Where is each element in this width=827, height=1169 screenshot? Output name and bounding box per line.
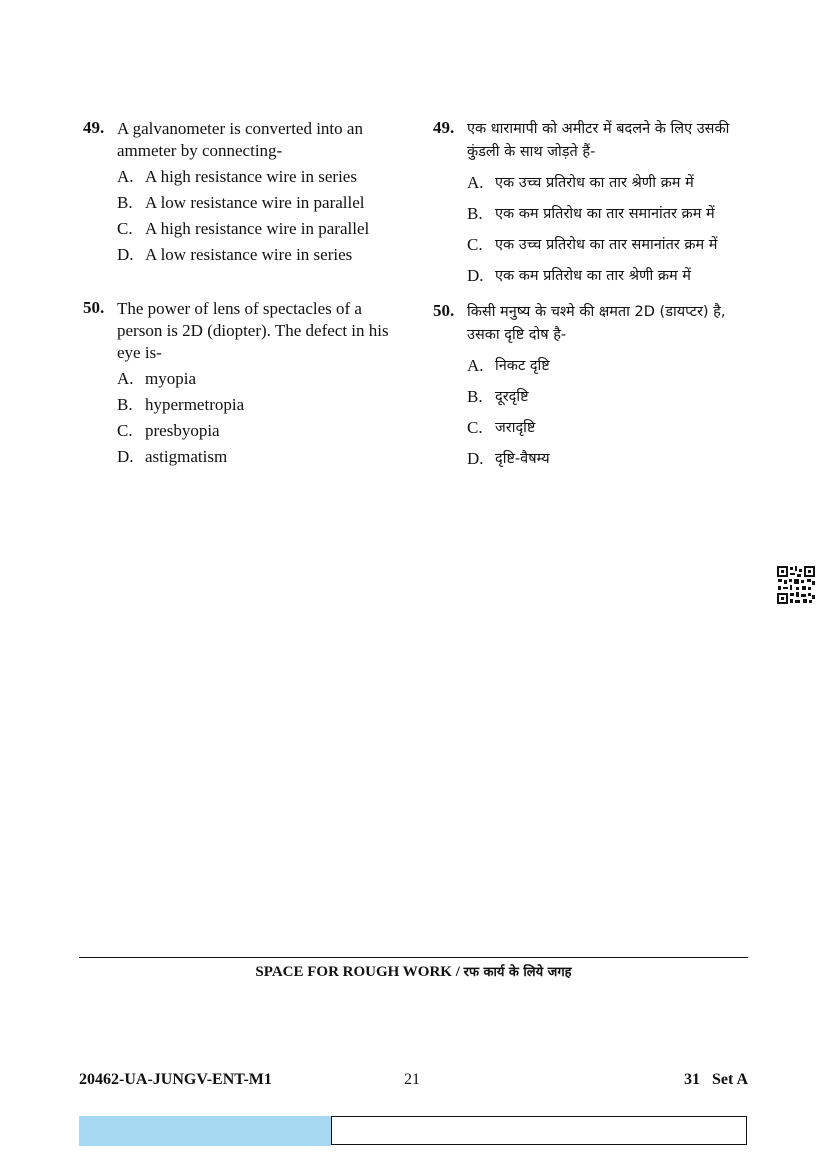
option-label: C.: [467, 235, 483, 254]
option-label: A.: [117, 369, 134, 388]
option-label: D.: [467, 449, 484, 468]
option-label: D.: [467, 266, 484, 285]
option-text: A low resistance wire in parallel: [145, 193, 365, 212]
question-49-hi: [433, 118, 753, 287]
option-label: A.: [467, 356, 484, 375]
option-label: B.: [467, 387, 483, 406]
question-number: 50.: [83, 298, 105, 317]
english-column: [83, 118, 398, 472]
rough-work-label-hi: रफ कार्य के लिये जगह: [463, 965, 572, 980]
rough-work-label-en: SPACE FOR ROUGH WORK /: [255, 964, 460, 980]
option-c: [117, 218, 398, 240]
options-list: [117, 166, 398, 266]
option-label: C.: [117, 219, 133, 238]
option-text: एक कम प्रतिरोध का तार श्रेणी क्रम में: [495, 268, 691, 284]
option-label: C.: [467, 418, 483, 437]
option-text: एक उच्च प्रतिरोध का तार समानांतर क्रम में: [495, 237, 718, 253]
option-text: दूरदृष्टि: [495, 389, 529, 405]
option-a: [467, 172, 753, 194]
option-label: B.: [467, 204, 483, 223]
option-text: A low resistance wire in series: [145, 245, 353, 264]
option-text: A high resistance wire in series: [145, 167, 357, 186]
option-label: D.: [117, 447, 134, 466]
option-d: [117, 244, 398, 266]
option-a: [117, 166, 398, 188]
question-number: 49.: [83, 118, 105, 137]
option-label: A.: [467, 173, 484, 192]
set-label: 31 Set A: [684, 1071, 748, 1088]
option-text: निकट दृष्टि: [495, 358, 550, 374]
option-c: [117, 420, 398, 442]
option-text: hypermetropia: [145, 395, 245, 414]
page-number: 21: [404, 1071, 420, 1088]
question-50-hi: [433, 301, 753, 470]
rough-work-label: [79, 962, 748, 981]
option-b: [467, 203, 753, 225]
footer-box: [331, 1116, 747, 1145]
options-list: [117, 368, 398, 468]
option-d: [467, 265, 753, 287]
option-text: presbyopia: [145, 421, 220, 440]
option-c: [467, 417, 753, 439]
options-list: [467, 355, 753, 470]
option-a: [117, 368, 398, 390]
option-b: [117, 192, 398, 214]
option-text: astigmatism: [145, 447, 228, 466]
footer-color-bar: [79, 1116, 331, 1146]
option-c: [467, 234, 753, 256]
question-stem: किसी मनुष्य के चश्मे की क्षमता 2D (डायप्टर) है, उसका दृष्टि दोष है-: [467, 304, 726, 343]
option-b: [117, 394, 398, 416]
question-50-en: [83, 298, 398, 468]
option-text: A high resistance wire in parallel: [145, 219, 370, 238]
paper-code: 20462-UA-JUNGV-ENT-M1: [79, 1071, 272, 1088]
option-label: A.: [117, 167, 134, 186]
option-text: एक उच्च प्रतिरोध का तार श्रेणी क्रम में: [495, 175, 694, 191]
hindi-column: [433, 118, 753, 479]
option-label: B.: [117, 193, 133, 212]
option-b: [467, 386, 753, 408]
option-d: [117, 446, 398, 468]
option-label: C.: [117, 421, 133, 440]
option-label: D.: [117, 245, 134, 264]
question-stem: एक धारामापी को अमीटर में बदलने के लिए उसकी कुंडली के साथ जोड़ते हैं-: [467, 121, 730, 160]
option-label: B.: [117, 395, 133, 414]
options-list: [467, 172, 753, 287]
option-a: [467, 355, 753, 377]
rough-work-divider: [79, 957, 748, 958]
option-d: [467, 448, 753, 470]
question-number: 49.: [433, 118, 455, 137]
question-stem: A galvanometer is converted into an ammeter by connecting-: [117, 119, 363, 160]
question-stem: The power of lens of spectacles of a person is 2D (diopter). The defect in his eye is-: [117, 299, 389, 362]
qr-code-icon: [776, 565, 816, 605]
option-text: दृष्टि-वैषम्य: [495, 451, 550, 467]
question-49-en: [83, 118, 398, 266]
option-text: myopia: [145, 369, 196, 388]
option-text: एक कम प्रतिरोध का तार समानांतर क्रम में: [495, 206, 715, 222]
option-text: जरादृष्टि: [495, 420, 536, 436]
question-number: 50.: [433, 301, 455, 320]
